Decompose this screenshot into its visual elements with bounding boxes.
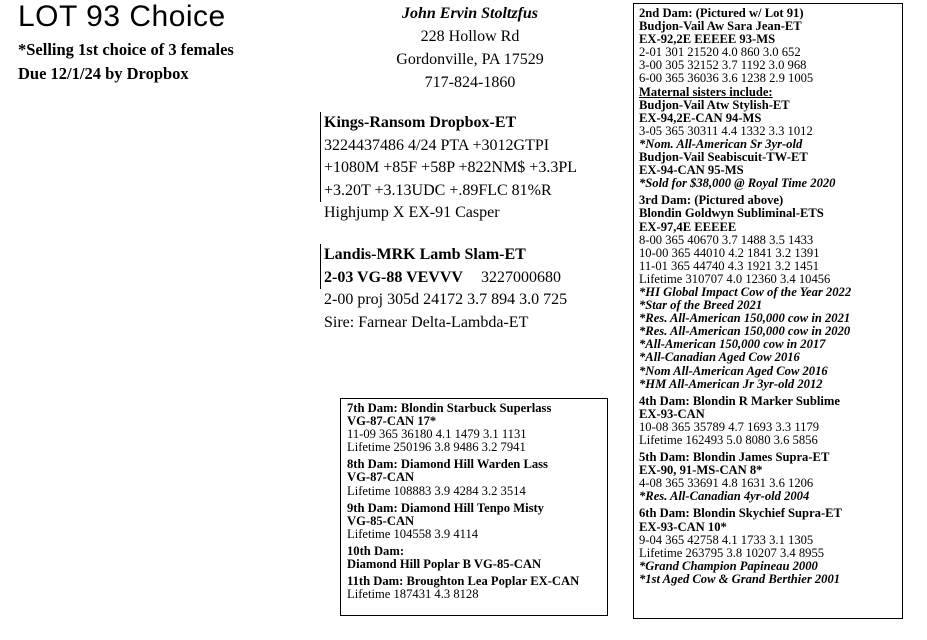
sister-1-note: *Nom. All-American Sr 3yr-old <box>639 136 803 151</box>
dam-6-note: *Grand Champion Papineau 2000 <box>639 558 818 573</box>
dam-name: Landis-MRK Lamb Slam-ET <box>324 246 526 263</box>
dam-3-record: 8-00 365 40670 3.7 1488 3.5 1433 <box>639 232 814 247</box>
sire-line: +3.20T +3.13UDC +.89FLC 81%R <box>324 181 552 199</box>
sister-2-class: EX-94-CAN 95-MS <box>639 163 744 178</box>
sire-block <box>320 112 577 225</box>
sire-bar <box>320 112 577 202</box>
dam-3-note: *HM All-American Jr 3yr-old 2012 <box>639 376 823 391</box>
dam-3-note: *Res. All-American 150,000 cow in 2020 <box>639 324 851 339</box>
dam-block <box>320 244 567 334</box>
dam-7-record: 11-09 365 36180 4.1 1479 3.1 1131 <box>347 427 527 442</box>
dam-2-class: EX-92,2E EEEEE 93-MS <box>639 32 776 47</box>
dam-9-name: 9th Dam: Diamond Hill Tenpo Misty <box>347 500 544 515</box>
subtitle-line-due: Due 12/1/24 by Dropbox <box>18 64 189 83</box>
dam-3-record: 10-00 365 44010 4.2 1841 3.2 1391 <box>639 245 820 260</box>
dam-2-record: 2-01 301 21520 4.0 860 3.0 652 <box>639 45 801 60</box>
consignor-address-line1: 228 Hollow Rd <box>420 28 520 45</box>
dam-8-name: 8th Dam: Diamond Hill Warden Lass <box>347 457 548 472</box>
dam-2-record: 6-00 365 36036 3.6 1238 2.9 1005 <box>639 71 814 86</box>
dam-2-record: 3-00 305 32152 3.7 1192 3.0 968 <box>639 58 807 73</box>
dam-7-class: VG-87-CAN 17* <box>347 414 437 429</box>
dam-6-record: 9-04 365 42758 4.1 1733 3.1 1305 <box>639 532 814 547</box>
dam-3-name: Blondin Goldwyn Subliminal-ETS <box>639 206 824 221</box>
dam-4-record: 10-08 365 35789 4.7 1693 3.3 1179 <box>639 419 820 434</box>
lot-subtitle <box>18 38 234 86</box>
dam-9-record: Lifetime 104558 3.9 4114 <box>347 526 479 541</box>
dam-3-class: EX-97,4E EEEEE <box>639 219 737 234</box>
dam-7-name: 7th Dam: Blondin Starbuck Superlass <box>347 401 552 415</box>
sister-1-record: 3-05 365 30311 4.4 1332 3.3 1012 <box>639 123 813 138</box>
dam-5-class: EX-90, 91-MS-CAN 8* <box>639 463 763 478</box>
dam-8-record: Lifetime 108883 3.9 4284 3.2 3514 <box>347 483 526 498</box>
lot-title: LOT 93 Choice <box>18 0 226 33</box>
dam-4-record: Lifetime 162493 5.0 8080 3.6 5856 <box>639 433 818 447</box>
dam-3-note: *All-American 150,000 cow in 2017 <box>639 337 826 352</box>
sisters-heading: Maternal sisters include: <box>639 84 773 99</box>
dam-8-class: VG-87-CAN <box>347 470 415 485</box>
extended-pedigree-box <box>340 398 608 616</box>
dam-line: 2-00 proj 305d 24172 3.7 894 3.0 725 <box>324 291 568 309</box>
dam-4-name: 4th Dam: Blondin R Marker Sublime <box>639 393 840 408</box>
dam-10-class: Diamond Hill Poplar B VG-85-CAN <box>347 557 542 572</box>
sire-name: Kings-Ransom Dropbox-ET <box>324 114 517 131</box>
dam-3-note: *Nom All-American Aged Cow 2016 <box>639 363 828 378</box>
dam-11-name: 11th Dam: Broughton Lea Poplar EX-CAN <box>347 574 580 589</box>
dam-bar <box>320 244 567 289</box>
dam-11-record: Lifetime 187431 4.3 8128 <box>347 587 479 602</box>
dam-class-line <box>324 267 567 290</box>
dam-6-record: Lifetime 263795 3.8 10207 3.4 8955 <box>639 545 825 560</box>
dam-10-name: 10th Dam: <box>347 543 405 558</box>
sister-2-note: *Sold for $38,000 @ Royal Time 2020 <box>639 176 836 191</box>
dam-3-note: *HI Global Impact Cow of the Year 2022 <box>639 284 852 299</box>
dam-2-heading: 2nd Dam: (Pictured w/ Lot 91) <box>639 6 804 20</box>
dam-5-note: *Res. All-Canadian 4yr-old 2004 <box>639 489 810 504</box>
maternal-pedigree-box <box>633 3 903 619</box>
sire-line: 3224437486 4/24 PTA +3012GTPI <box>324 136 550 154</box>
dam-9-class: VG-85-CAN <box>347 513 415 528</box>
dam-reg: 3227000680 <box>480 268 561 286</box>
consignor-info <box>370 2 570 94</box>
dam-class: 2-03 VG-88 VEVVV <box>324 268 463 286</box>
dam-3-note: *Star of the Breed 2021 <box>639 298 763 313</box>
dam-3-record: 11-01 365 44740 4.3 1921 3.2 1451 <box>639 258 820 273</box>
dam-6-note: *1st Aged Cow & Grand Berthier 2001 <box>639 571 841 586</box>
sire-line: +1080M +85F +58P +822NM$ +3.3PL <box>324 159 577 177</box>
sister-1-name: Budjon-Vail Atw Stylish-ET <box>639 97 790 112</box>
consignor-phone: 717-824-1860 <box>424 74 516 91</box>
subtitle-line-selling: *Selling 1st choice of 3 females <box>18 40 234 59</box>
dam-5-record: 4-08 365 33691 4.8 1631 3.6 1206 <box>639 476 814 491</box>
sire-line: Highjump X EX-91 Casper <box>324 204 500 222</box>
dam-3-record: Lifetime 310707 4.0 12360 3.4 10456 <box>639 271 831 286</box>
consignor-name: John Ervin Stoltzfus <box>401 5 539 22</box>
consignor-address-line2: Gordonville, PA 17529 <box>396 51 544 68</box>
dam-3-heading: 3rd Dam: (Pictured above) <box>639 193 784 208</box>
dam-3-note: *All-Canadian Aged Cow 2016 <box>639 350 800 365</box>
dam-2-name: Budjon-Vail Aw Sara Jean-ET <box>639 19 802 34</box>
dam-5-name: 5th Dam: Blondin James Supra-ET <box>639 450 830 465</box>
sister-1-class: EX-94,2E-CAN 94-MS <box>639 110 762 125</box>
dam-3-note: *Res. All-American 150,000 cow in 2021 <box>639 311 851 326</box>
dam-line: Sire: Farnear Delta-Lambda-ET <box>324 313 529 331</box>
dam-4-class: EX-93-CAN <box>639 406 705 421</box>
sister-2-name: Budjon-Vail Seabiscuit-TW-ET <box>639 150 808 165</box>
dam-6-name: 6th Dam: Blondin Skychief Supra-ET <box>639 506 842 521</box>
dam-6-class: EX-93-CAN 10* <box>639 519 727 534</box>
dam-7-record: Lifetime 250196 3.8 9486 3.2 7941 <box>347 440 526 455</box>
